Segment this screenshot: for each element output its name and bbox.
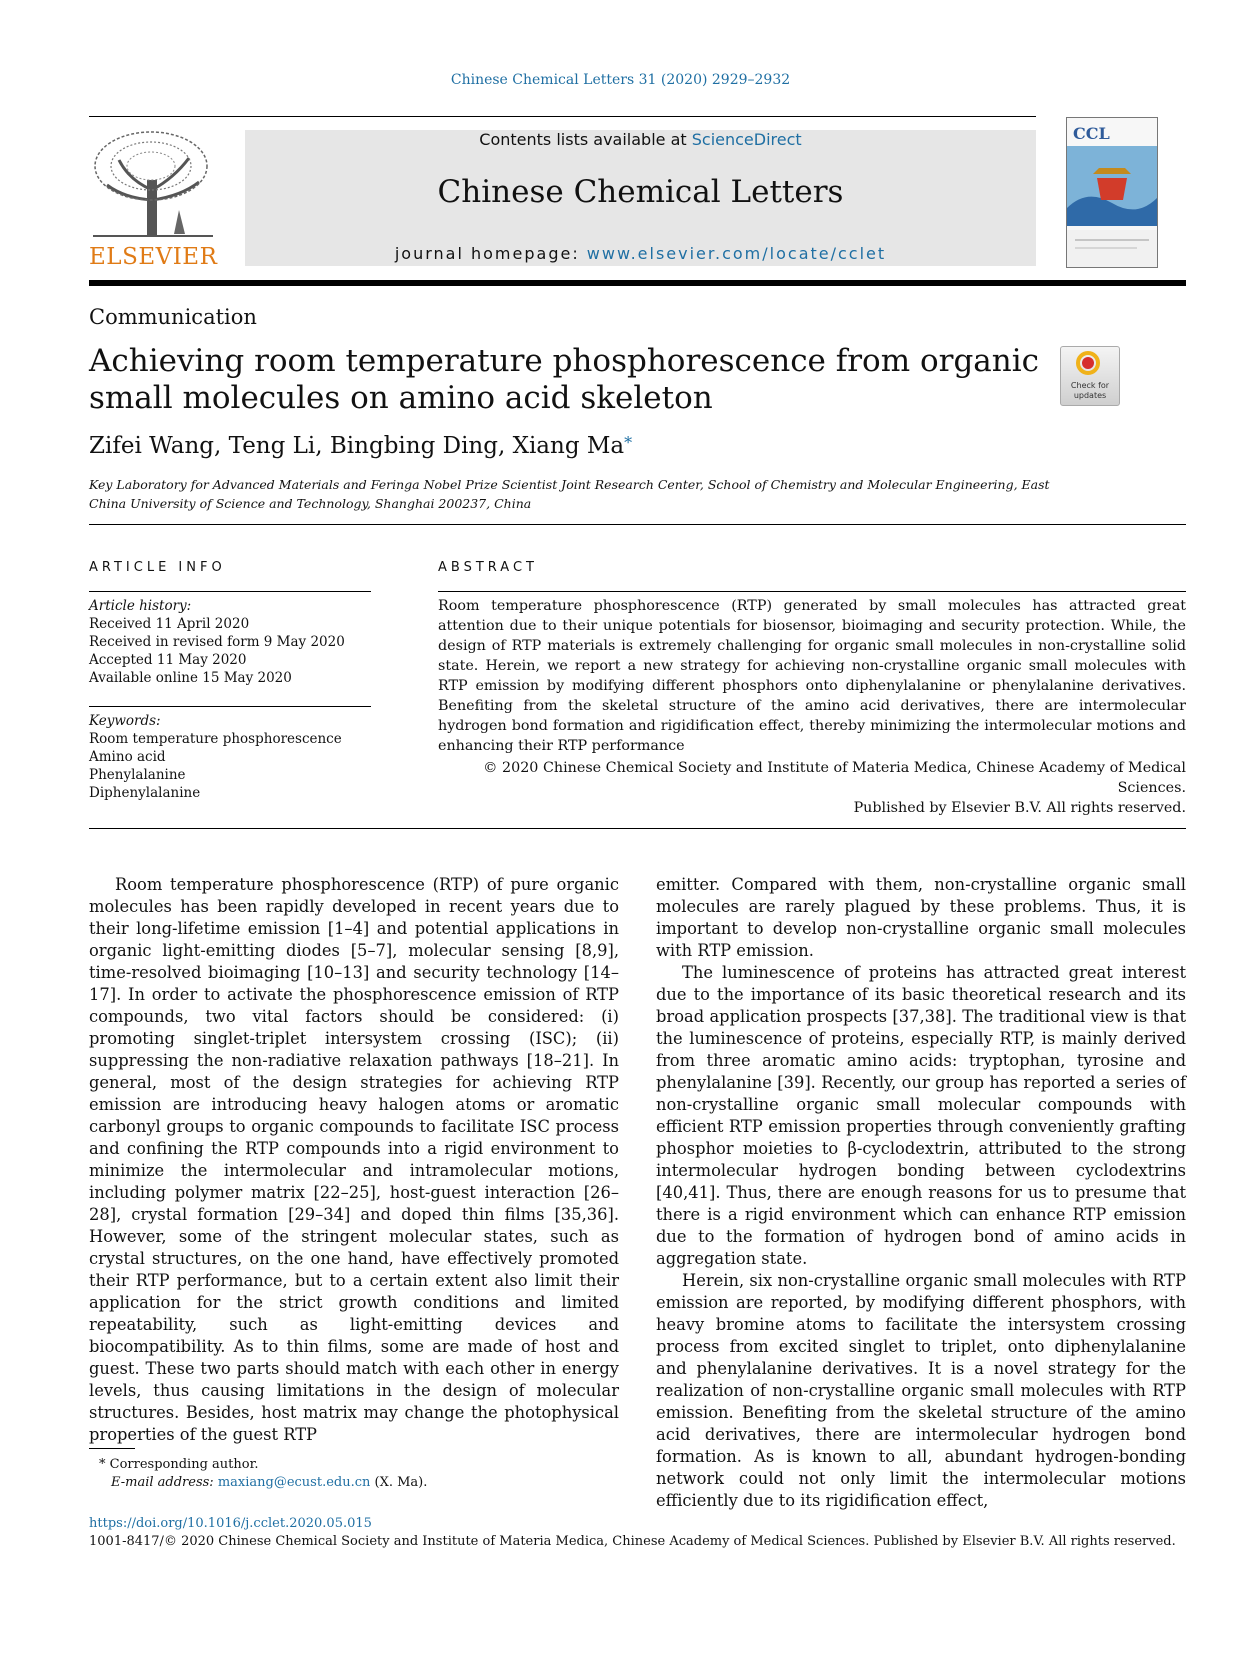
article-info-divider: [89, 591, 371, 592]
email-label: E-mail address:: [111, 1475, 218, 1490]
footnote-mark: *: [99, 1457, 106, 1472]
cover-title: CCL: [1073, 124, 1110, 143]
abstract-divider: [438, 591, 1186, 592]
corresponding-note: [99, 1456, 427, 1474]
homepage-prefix: journal homepage:: [394, 244, 587, 263]
keywords-divider: [89, 706, 371, 707]
body-paragraph: Room temperature phosphorescence (RTP) of pure organic molecules has been rapidly developed in recent years due to their long-lifetime emission [1–4] and potential applications in organic light-emitting diodes [5–7], molecular sensing [8,9], time-resolved bioimaging [10–13] and security technology [14–17]. In order to activate the phosphorescence emission of RTP compounds, two vital factors should be considered: (i) promoting singlet-triplet intersystem crossing (ISC); (ii) suppressing the non-radiative relaxation pathways [18–21]. In general, most of the design strategies for achieving RTP emission are introducing heavy halogen atoms or aromatic carbonyl groups to organic compounds to facilitate ISC process and confining the RTP compounds into a rigid environment to minimize the intermolecular and intramolecular motions, including polymer matrix [22–25], host-guest interaction [26–28], crystal formation [29–34] and doped thin films [35,36]. However, some of the stringent molecular states, such as crystal structures, on the one hand, have effectively promoted their RTP performance, but to a certain extent also limit their application for the strict growth conditions and limited repeatability, such as light-emitting devices and biocompatibility. As to thin films, some are made of host and guest. These two parts should match with each other in energy levels, thus causing limitations in the design of molecular structures. Besides, host matrix may change the photophysical properties of the guest RTP: [89, 875, 619, 1444]
keyword-item: Diphenylalanine: [89, 785, 201, 801]
body-paragraph: emitter. Compared with them, non-crystalline organic small molecules are rarely plagued by these problems. Thus, it is important to develop non-crystalline organic small molecules with RTP emission.: [656, 875, 1186, 960]
header-thick-divider: [89, 280, 1186, 286]
keywords-block: [89, 712, 379, 802]
body-column-right: [656, 874, 1186, 1512]
corresponding-text: Corresponding author.: [109, 1457, 259, 1472]
contents-prefix: Contents lists available at: [479, 130, 692, 149]
article-info-heading: ARTICLE INFO: [89, 560, 226, 575]
email-link[interactable]: maxiang@ecust.edu.cn: [217, 1475, 371, 1490]
sciencedirect-link[interactable]: ScienceDirect: [691, 130, 802, 149]
authors-text: Zifei Wang, Teng Li, Bingbing Ding, Xiang Ma: [89, 433, 625, 459]
footnote: [99, 1456, 427, 1492]
history-online: Available online 15 May 2020: [89, 670, 292, 686]
history-label: Article history:: [89, 598, 192, 614]
journal-banner: [245, 130, 1036, 266]
corresponding-author-mark[interactable]: *: [624, 433, 633, 452]
elsevier-wordmark: ELSEVIER: [89, 244, 218, 270]
homepage-link[interactable]: www.elsevier.com/locate/cclet: [586, 244, 887, 263]
journal-reference[interactable]: Chinese Chemical Letters 31 (2020) 2929–2932: [450, 72, 791, 88]
abstract-text: Room temperature phosphorescence (RTP) generated by small molecules has attracted great attention due to their unique potentials for biosensor, bioimaging and security protection. While, the design of RTP materials is extremely challenging for organic small molecules in non-crystalline solid state. Herein, we report a new strategy for achieving non-crystalline organic small molecules with RTP emission by modifying different phosphors onto diphenylalanine or phenylalanine derivatives. Benefiting from the skeletal structure of the amino acid derivatives, there are intermolecular hydrogen bond formation and rigidification effect, thereby minimizing the intermolecular motions and enhancing their RTP performance: [438, 598, 1186, 754]
keyword-item: Room temperature phosphorescence: [89, 731, 342, 747]
elsevier-logo: [89, 130, 217, 270]
journal-title: Chinese Chemical Letters: [437, 174, 844, 210]
doi-link[interactable]: https://doi.org/10.1016/j.cclet.2020.05.015: [89, 1516, 372, 1531]
keywords-label: Keywords:: [89, 713, 161, 729]
contents-line: [245, 130, 1036, 149]
history-received: Received 11 April 2020: [89, 616, 250, 632]
email-suffix: (X. Ma).: [370, 1475, 428, 1490]
body-paragraph: The luminescence of proteins has attracted great interest due to the importance of its basic theoretical research and its broad application prospects [37,38]. The traditional view is that the luminescence of proteins, especially RTP, is mainly derived from three aromatic amino acids: tryptophan, tyrosine and phenylalanine [39]. Recently, our group has reported a series of non-crystalline organic small molecular compounds with efficient RTP emission properties through conveniently grafting phosphor moieties to β-cyclodextrin, attributed to the strong intermolecular hydrogen bonding between cyclodextrins [40,41]. Thus, there are enough reasons for us to presume that there is a rigid environment which can enhance RTP emission due to the formation of hydrogen bond of amino acids in aggregation state.: [656, 963, 1186, 1268]
abstract-copyright: [438, 758, 1186, 818]
history-accepted: Accepted 11 May 2020: [89, 652, 247, 668]
copyright-line-2: Published by Elsevier B.V. All rights reserved.: [853, 800, 1186, 816]
email-note: [99, 1474, 427, 1492]
check-for-updates-badge[interactable]: [1060, 346, 1120, 406]
history-revised: Received in revised form 9 May 2020: [89, 634, 345, 650]
keyword-item: Amino acid: [89, 749, 166, 765]
check-updates-label: Check for updates: [1070, 381, 1110, 400]
footnote-divider: [89, 1448, 135, 1449]
abstract-bottom-divider: [89, 828, 1186, 829]
homepage-line: [245, 244, 1036, 263]
affiliation-divider: [89, 524, 1186, 525]
abstract-heading: ABSTRACT: [438, 560, 538, 575]
body-column-left: [89, 874, 619, 1446]
article-title: Achieving room temperature phosphorescence from organic small molecules on amino acid skeleton: [89, 343, 1040, 416]
author-list: [89, 433, 632, 459]
issn-copyright: 1001-8417/© 2020 Chinese Chemical Society and Institute of Materia Medica, Chinese Academy of Medical Sciences. Published by Elsevier B.V. All rights reserved.: [89, 1534, 1176, 1549]
journal-cover-image: [1066, 117, 1158, 268]
copyright-line-1: © 2020 Chinese Chemical Society and Institute of Materia Medica, Chinese Academy of Medical Sciences.: [483, 760, 1186, 796]
article-type: Communication: [89, 305, 257, 329]
keyword-item: Phenylalanine: [89, 767, 186, 783]
body-paragraph: Herein, six non-crystalline organic small molecules with RTP emission are reported, by modifying different phosphors, with heavy bromine atoms to facilitate the intersystem crossing process from excited singlet to triplet, onto diphenylalanine and phenylalanine derivatives. It is a novel strategy for the realization of non-crystalline organic small molecules with RTP emission. Benefiting from the skeletal structure of the amino acid derivatives, there are intermolecular hydrogen bond formation. As is known to all, abundant hydrogen-bonding network could not only limit the intermolecular motions efficiently due to its rigidification effect,: [656, 1271, 1186, 1510]
article-history: [89, 597, 379, 687]
elsevier-tree-icon: [89, 130, 217, 242]
affiliation: Key Laboratory for Advanced Materials and Feringa Nobel Prize Scientist Joint Research Center, School of Chemistry and Molecular Engineering, East China University of Science and Technology, Shanghai 200237, China: [89, 477, 1050, 511]
bookmark-icon: [1082, 357, 1094, 369]
top-divider: [89, 116, 1036, 117]
